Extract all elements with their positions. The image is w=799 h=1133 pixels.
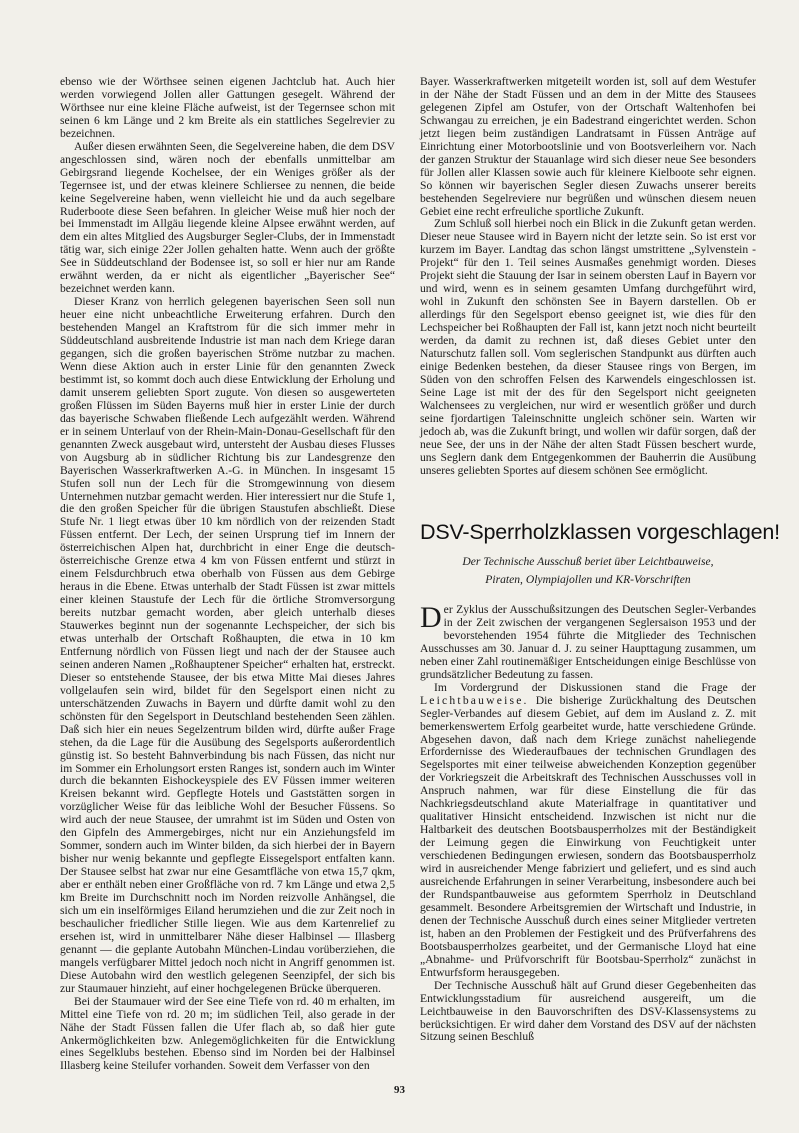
- article-subtitle: [420, 553, 756, 589]
- article-paragraph-3: Der Technische Ausschuß hält auf Grund dieser Gegebenheiten das Entwicklungsstadium für ausreichend ausgereift, um die Leichtbauweise in den Bauvorschriften des DSV-Klassensystems zu berücksichtigen. Er wird daher dem Vorstand des DSV auf der nächsten Sitzung seinen Beschluß: [420, 978, 756, 1044]
- article-paragraph-2-text: Die bisherige Zurückhaltung des Deutschen Segler-Verbandes auf diesem Gebiet, auf dem im Ausland z. Z. mit bemerkenswertem Erfolg gearbeitet wurde, hatte verschiedene Gründe. Abgesehen davon, daß nach dem Kriege zunächst naheliegende Erfordernisse des Wiederaufbaues der technischen Grundlagen des Segelsportes mit einer teilweise abweichenden Konzeption gegenüber der Vorkriegszeit die Arbeitskraft des Technischen Ausschusses voll in Anspruch nahmen, war für diese Einstellung die für das Nachkriegsdeutschland akute Materialfrage in quantitativer und qualitativer Hinsicht entscheidend. Inzwischen ist nicht nur die Haltbarkeit des deutschen Bootsbausperrholzes mit der Beständigkeit der Leimung gegen die Einwirkung von Feuchtigkeit unter verschiedenen Bedingungen erwiesen, sondern das Bootsbausperrholz wird in ausreichender Menge fabriziert und geliefert, und es sind auch ausreichende Erfahrungen in seiner Verarbeitung, insbesondere auch bei der Rundspantbauweise aus geformtem Sperrholz in Deutschland gesammelt. Besondere Arbeitsgremien der Wirtschaft und Industrie, in denen der Technische Ausschuß durch eines seiner Mitglieder vertreten ist, haben an den Problemen der Festigkeit und des Prüfverfahrens des Bootsbausperrholzes gearbeitet, und der Germanische Lloyd hat eine „Abnahme- und Prüfvorschrift für Bootsbau-Sperrholz“ zunächst in Entwurfsform herausgegeben.: [420, 693, 756, 979]
- drop-cap: D: [420, 601, 442, 634]
- right-column-top: [420, 76, 756, 478]
- subtitle-line-2: Piraten, Olympiajollen und KR-Vorschriften: [485, 573, 691, 586]
- article-paragraph-2-lead: Im Vordergrund der Diskussionen stand die Frage der: [434, 680, 756, 694]
- right-paragraph-1: Bayer. Wasserkraftwerken mitgeteilt worden ist, soll auf dem Westufer in der Nähe der Stadt Füssen und an dem in der Mitte des Stausees gelegenen Zipfel am Ostufer, von der Ortschaft Waltenhofen bei Schwangau zu erreichen, je ein Badestrand eingerichtet werden. Schon jetzt liegen beim zuständigen Landratsamt in Füssen Anträge auf Einrichtung einer Motorbootslinie und von Bootsverleihern vor. Nach der ganzen Struktur der Stauanlage wird sich dieser neue See besonders für Jollen aller Klassen sowie auch für kleinere Kielboote sehr eignen. So können wir bayerischen Segler diesen Zuwachs unserer bereits bestehenden Segelreviere nur begrüßen und wünschen diesem neuen Gebiet eine recht erfreuliche sportliche Zukunft.: [420, 75, 756, 218]
- article-headline: DSV-Sperrholzklassen vorgeschlagen!: [420, 520, 780, 544]
- article-paragraph-2: [420, 682, 756, 980]
- subtitle-line-1: Der Technische Ausschuß beriet über Leichtbauweise,: [462, 555, 714, 568]
- emphasized-term: Leichtbauweise.: [420, 693, 529, 707]
- left-paragraph-2: Außer diesen erwähnten Seen, die Segelvereine haben, die dem DSV angeschlossen sind, wären noch der ebenfalls unmittelbar am Gebirgsrand liegende Kochelsee, der ein Weniges größer als der Tegernsee ist, und der etwas kleinere Schliersee zu nennen, die beide keine Segelvereine haben, wenn vielleicht hie und da auch segelbare Ruderboote diese Seen befahren. In gleicher Weise muß hier noch der bei Immenstadt im Allgäu liegende kleine Alpsee erwähnt werden, auf dem ein altes Mitglied des Augsburger Segler-Clubs, der in Immenstadt tätig war, sich einige 22er Jollen gehalten hatte. Wenn auch der größte See in Süddeutschland der Bodensee ist, so soll er hier nur am Rande erwähnt werden, da er nicht als eigentlicher „Bayerischer See“ bezeichnet werden kann.: [60, 139, 395, 296]
- left-column: [60, 76, 395, 1073]
- article-body: [420, 601, 756, 1044]
- page-number: 93: [394, 1084, 405, 1096]
- article-paragraph-1: [420, 601, 756, 682]
- article-paragraph-1-text: er Zyklus der Ausschußsitzungen des Deutschen Segler-Verbandes in der Zeit zwischen der vergangenen Seglersaison 1953 und der bevorstehenden 1954 führte die Mitglieder des Technischen Ausschusses am 30. Januar d. J. zu seiner Haupttagung zusammen, um neben einer Zahl routinemäßiger Entscheidungen einige Beschlüsse von grundsätzlicher Bedeutung zu fassen.: [420, 603, 756, 681]
- left-paragraph-1: ebenso wie der Wörthsee seinen eigenen Jachtclub hat. Auch hier werden vorwiegend Jollen aller Gattungen gesegelt. Während der Wörthsee nur eine kleine Fläche aufweist, ist der Tegernsee schon mit seinen 6 km Länge und 2 km Breite als ein stattliches Segelrevier zu bezeichnen.: [60, 75, 395, 140]
- right-paragraph-2: Zum Schluß soll hierbei noch ein Blick in die Zukunft getan werden. Dieser neue Stausee wird in Bayern nicht der letzte sein. So ist erst vor kurzem im Bayer. Landtag das schon längst umstrittene „Sylvenstein - Projekt“ für den 1. Teil seines Ausmaßes genehmigt worden. Dieses Projekt sieht die Stauung der Isar in seinem obersten Lauf in Bayern vor und wird, wenn es in seinem gesamten Umfang durchgeführt wird, wohl in Zukunft den schönsten See in Bayern darstellen. Ob er allerdings für den Segelsport ebenso geeignet ist, wie dies für den Lechspeicher bei Roßhaupten der Fall ist, kann jetzt noch nicht beurteilt werden, da damit zu rechnen ist, daß dieses Gebiet unter den Naturschutz fallen soll. Vom seglerischen Standpunkt aus dürften auch einige Bedenken bestehen, da dieser Stausee rings von Bergen, im Süden von den schroffen Felsen des Karwendels eingeschlossen ist. Seine Lage ist mit der des für den Segelsport nicht geeigneten Walchensees zu vergleichen, nur wird er wesentlich größer und durch seine fjordartigen Taleinschnitte ungleich schöner sein. Warten wir jedoch ab, was die Zukunft bringt, und wollen wir dafür sorgen, daß der neue See, der uns in der Nähe der alten Stadt Füssen beschert wurde, uns Seglern dank dem Entgegenkommen der Bauherrin die Ausübung unseres geliebten Sportes auf diesem schönen See ermöglicht.: [420, 217, 756, 477]
- left-paragraph-4: Bei der Staumauer wird der See eine Tiefe von rd. 40 m erhalten, im Mittel eine Tiefe von rd. 20 m; im südlichen Teil, also gerade in der Nähe der Stadt Füssen fallen die Ufer flach ab, so daß hier gute Ankermöglichkeiten bzw. Anlegemöglichkeiten für die Entwicklung eines Segelklubs bestehen. Ebenso sind im Norden bei der Halbinsel Illasberg keine Steilufer vorhanden. Soweit dem Verfasser von den: [60, 994, 395, 1073]
- left-paragraph-3: Dieser Kranz von herrlich gelegenen bayerischen Seen soll nun heuer eine nicht unbeachtliche Erweiterung erfahren. Durch den bestehenden Mangel an Kraftstrom für die sich immer mehr in Süddeutschland ausbreitende Industrie ist man nach dem Kriege daran gegangen, sich die großen bayerischen Ströme nutzbar zu machen. Wenn diese Aktion auch in erster Linie für den genannten Zweck bestimmt ist, so kommt doch auch diese Entwicklung der Erholung und damit unserem geliebten Sport zugute. Von diesen so ausgewerteten großen Flüssen im Süden Bayerns muß hier in erster Linie der durch das bayerische Schwaben fließende Lech aufgezählt werden. Während er in seinem Unterlauf von der Rhein-Main-Donau-Gesellschaft für den genannten Zweck ausgebaut wird, untersteht der Ausbau dieses Flusses von Augsburg ab in südlicher Richtung bis zur Landesgrenze den Bayerischen Wasserkraftwerken A.-G. in München. In insgesamt 15 Stufen soll nun der Lech für die Stromgewinnung von diesem Unternehmen nutzbar gemacht werden. Hier interessiert nur die Stufe 1, die den großen Speicher für die übrigen Staustufen abschließt. Diese Stufe Nr. 1 liegt etwas über 10 km nördlich von der reizenden Stadt Füssen entfernt. Der Lech, der seinen Ursprung tief im Innern der österreichischen Alpen hat, durchbricht in einer Enge die deutsch-österreichische Grenze etwa 4 km von Füssen entfernt und stürzt in einem Felsdurchbruch etwa oberhalb von Füssen aus dem Gebirge heraus in die Ebene. Etwas unterhalb der Stadt Füssen ist zwar mittels einer kleinen Staustufe der Lech für die örtliche Stromversorgung bereits nutzbar gemacht worden, aber gleich unterhalb dieses Stauwerkes beginnt nun der sogenannte Lechspeicher, der sich bis etwas unterhalb der Ortschaft Roßhaupten, die etwa in 10 km Entfernung nördlich von Füssen liegt und nach der der Stausee auch seinen anderen Namen „Roßhauptener Speicher“ erhalten hat, erstreckt. Dieser so entstehende Stausee, der bis etwa Mitte Mai dieses Jahres vollgelaufen sein wird, bildet für den Segelsport einen nicht zu unterschätzenden Zuwachs in Bayern und dürfte damit wohl zu den schönsten für den Segelsport in Deutschland bestehenden Seen zählen. Daß sich hier ein neues Segelzentrum bilden wird, dürfte außer Frage stehen, da die Lage für die Ausübung des Segelsports außerordentlich günstig ist. So besteht Bahnverbindung bis nach Füssen, das nicht nur im Sommer ein Erholungsort ersten Ranges ist, sondern auch im Winter durch die bekannten Eishockeyspiele des EV Füssen immer weiteren Kreisen bekannt wird. Gepflegte Hotels und Gaststätten sorgen in vorzüglicher Weise für das leibliche Wohl der Besucher Füssens. So wird auch der neue Stausee, der umrahmt ist im Süden und Osten von den Gipfeln des Ammergebirges, nicht nur ein Anziehungsfeld im Sommer, sondern auch im Winter bilden, da sich hierbei der in Bayern bisher nur wenig bekannte und gepflegte Eissegelsport entfalten kann. Der Stausee selbst hat zwar nur eine Gesamtfläche von etwa 15,7 qkm, aber er enthält neben einer Großfläche von rd. 7 km Länge und etwa 2,5 km Breite im Durchschnitt noch im Norden reizvolle Anhängsel, die sich um ein inselförmiges Eiland herumziehen und die zur Zeit noch in beschaulicher friedlicher Stille liegen. Wie aus dem Kartenrelief zu ersehen ist, wird in unmittelbarer Nähe dieser Halbinsel — Illasberg genannt — die geplante Autobahn München-Lindau vorüberziehen, die mangels verfügbarer Mittel jedoch noch nicht in Angriff genommen ist. Diese Autobahn wird den westlich gelegenen Seenzipfel, der sich bis zur Staumauer hinzieht, auf einer hochgelegenen Brücke überqueren.: [60, 295, 395, 995]
